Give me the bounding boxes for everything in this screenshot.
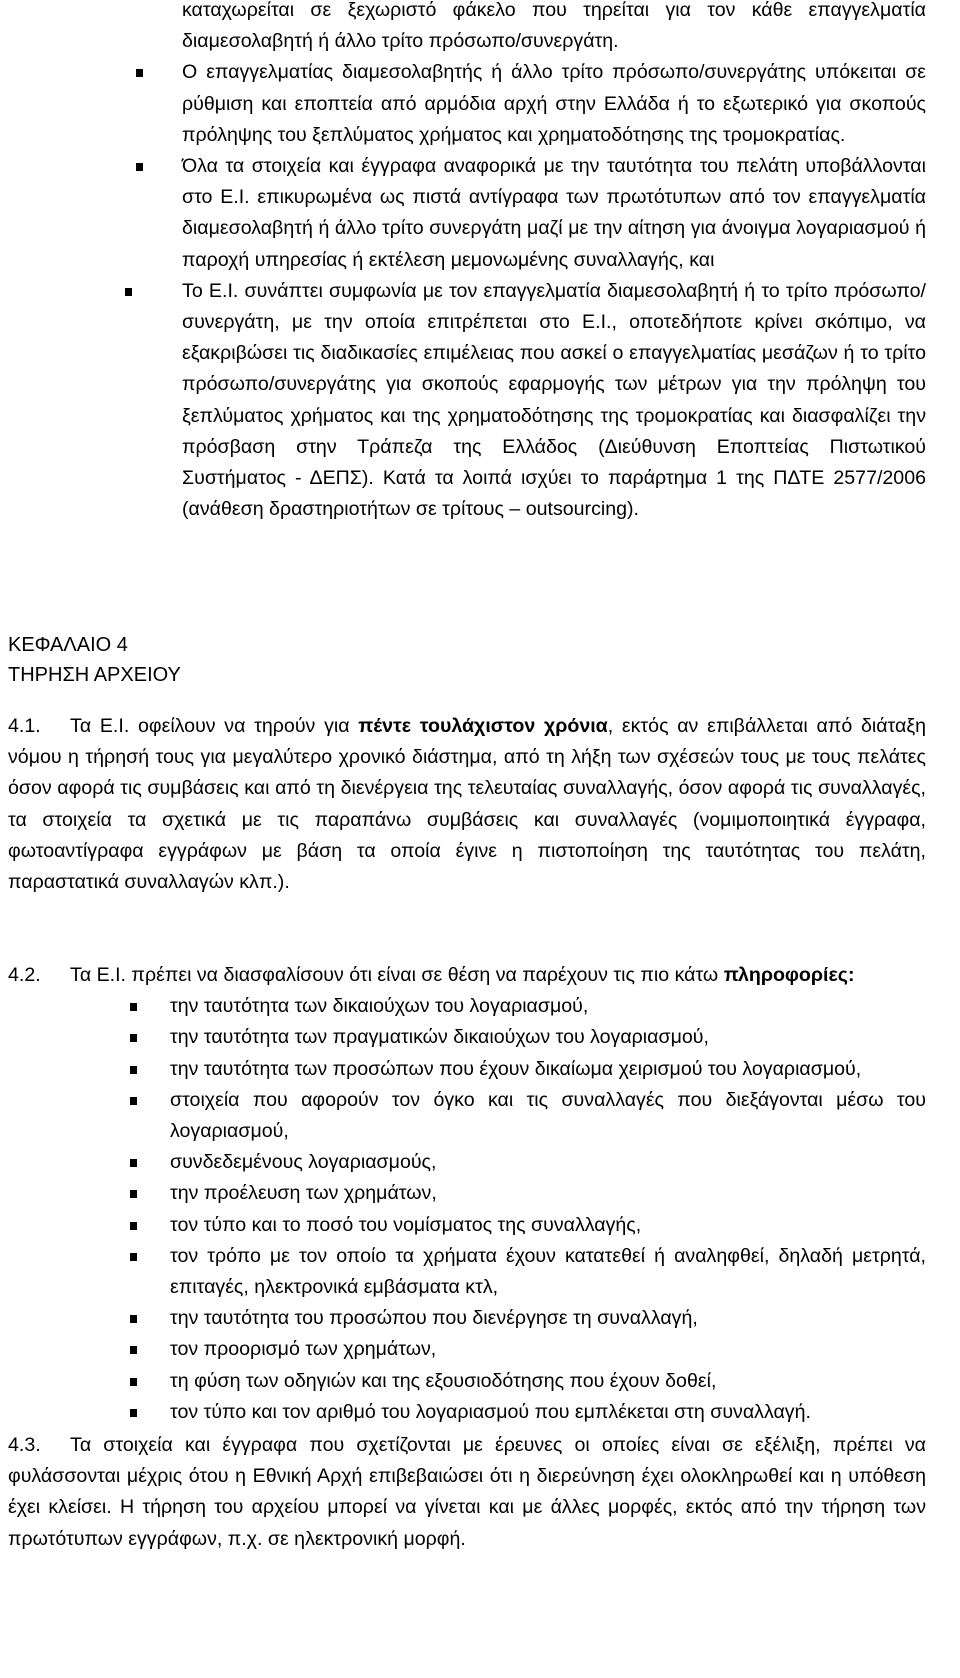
list-item-text: την ταυτότητα των προσώπων που έχουν δικαίωμα χειρισμού του λογαριασμού, bbox=[170, 1057, 862, 1080]
section-text-bold: πέντε τουλάχιστον χρόνια bbox=[358, 715, 608, 737]
square-bullet-icon bbox=[136, 69, 143, 77]
list-item-text: Ο επαγγελματίας διαμεσολαβητής ή άλλο τρίτο πρόσωπο/συνεργάτης υπόκειται σε ρύθμιση και εποπτεία από αρμόδια αρχή στην Ελλάδα ή το εξωτερικό για σκοπούς πρόληψης του ξεπλύματος χρήματος και χρηματοδότησης της τρομοκρατίας. bbox=[182, 61, 926, 146]
square-bullet-icon bbox=[130, 1253, 137, 1261]
square-bullet-icon bbox=[130, 1346, 137, 1354]
list-item bbox=[70, 991, 926, 1022]
list-item-text: στοιχεία που αφορούν τον όγκο και τις συναλλαγές που διεξάγονται μέσω του λογαριασμού, bbox=[170, 1088, 926, 1143]
list-item bbox=[0, 57, 926, 151]
list-item bbox=[70, 1147, 926, 1178]
section-text bbox=[70, 960, 926, 991]
list-item-text: τον τύπο και τον αριθμό του λογαριασμού που εμπλέκεται στη συναλλαγή. bbox=[170, 1400, 811, 1423]
list-item bbox=[70, 1366, 926, 1397]
list-item-text: την ταυτότητα των δικαιούχων του λογαριασμού, bbox=[170, 995, 589, 1018]
square-bullet-icon bbox=[130, 1034, 137, 1042]
list-item-text: τον τύπο και το ποσό του νομίσματος της συναλλαγής, bbox=[170, 1213, 642, 1236]
list-item bbox=[70, 1054, 926, 1085]
section-4-1 bbox=[8, 711, 926, 898]
list-item-text: τον προορισμό των χρημάτων, bbox=[170, 1338, 437, 1361]
section-text-part: Τα Ε.Ι. οφείλουν να τηρούν για bbox=[70, 715, 359, 737]
section-number: 4.2. bbox=[8, 964, 41, 986]
list-item bbox=[0, 276, 926, 526]
chapter-heading bbox=[8, 630, 181, 690]
list-item bbox=[0, 0, 926, 57]
list-item-text: Το Ε.Ι. συνάπτει συμφωνία με τον επαγγελματία διαμεσολαβητή ή το τρίτο πρόσωπο/συνεργάτη, με την οποία επιτρέπεται στο Ε.Ι., οποτεδήποτε κρίνει σκόπιμο, να εξακριβώσει τις διαδικασίες επιμέλειας που ασκεί ο επαγγελματίας μεσάζων ή το τρίτο πρόσωπο/συνεργάτης για σκοπούς εφαρμογής των μέτρων για την πρόληψη του ξεπλύματος χρήματος και της χρηματοδότησης της τρομοκρατίας και διασφαλίζει την πρόσβαση στην Τράπεζα της Ελλάδος (Διεύθυνση Εποπτείας Πιστωτικού Συστήματος - ΔΕΠΣ). Κατά τα λοιπά ισχύει το παράρτημα 1 της ΠΔΤΕ 2577/2006 (ανάθεση δραστηριοτήτων σε τρίτους – outsourcing). bbox=[182, 279, 926, 521]
section-text-part: , εκτός αν επιβάλλεται από διάταξη νόμου η τήρησή τους για μεγαλύτερο χρονικό διάστημα, από τη λήξη των σχέσεών τους με τους πελάτες όσον αφορά τις συμβάσεις και από τη διενέργεια της τελευταίας συναλλαγής, όσον αφορά τις συναλλαγές, τα στοιχεία τα σχετικά με τις παραπάνω συμβάσεις και συναλλαγές (νομιμοποιητικά έγγραφα, φωτοαντίγραφα εγγράφων με βάση τα οποία έγινε η πιστοποίηση της ταυτότητας του πελάτη, παραστατικά συναλλαγών κλπ.). bbox=[8, 715, 926, 894]
top-bullet-list bbox=[0, 0, 960, 525]
information-list bbox=[70, 991, 926, 1428]
list-item-text: τη φύση των οδηγιών και της εξουσιοδότησης που έχουν δοθεί, bbox=[170, 1369, 717, 1392]
square-bullet-icon bbox=[136, 163, 143, 171]
list-item bbox=[70, 1210, 926, 1241]
list-item bbox=[70, 1241, 926, 1303]
list-item bbox=[70, 1334, 926, 1365]
square-bullet-icon bbox=[125, 288, 132, 296]
square-bullet-icon bbox=[130, 1409, 137, 1417]
section-4-3 bbox=[8, 1430, 926, 1555]
list-item-text: την προέλευση των χρημάτων, bbox=[170, 1182, 437, 1205]
section-text: Τα στοιχεία και έγγραφα που σχετίζονται με έρευνες οι οποίες είναι σε εξέλιξη, πρέπει να φυλάσσονται μέχρις ότου η Εθνική Αρχή επιβεβαιώσει ότι η διερεύνηση έχει ολοκληρωθεί και η υπόθεση έχει κλείσει. Η τήρηση του αρχείου μπορεί να γίνεται και με άλλες μορφές, εκτός από την τήρηση των πρωτότυπων εγγράφων, π.χ. σε ηλεκτρονική μορφή. bbox=[8, 1434, 926, 1550]
square-bullet-icon bbox=[130, 1097, 137, 1105]
square-bullet-icon bbox=[130, 1003, 137, 1011]
section-4-2 bbox=[8, 960, 926, 1428]
square-bullet-icon bbox=[130, 1378, 137, 1386]
square-bullet-icon bbox=[130, 1222, 137, 1230]
list-item bbox=[70, 1303, 926, 1334]
list-item-text: καταχωρείται σε ξεχωριστό φάκελο που τηρείται για τον κάθε επαγγελματία διαμεσολαβητή ή άλλο τρίτο πρόσωπο/συνεργάτη. bbox=[182, 0, 926, 53]
square-bullet-icon bbox=[130, 1159, 137, 1167]
section-number: 4.3. bbox=[8, 1434, 41, 1456]
list-item-text: την ταυτότητα του προσώπου που διενέργησε τη συναλλαγή, bbox=[170, 1307, 698, 1330]
list-item bbox=[70, 1085, 926, 1147]
chapter-title: ΤΗΡΗΣΗ ΑΡΧΕΙΟΥ bbox=[8, 664, 181, 686]
square-bullet-icon bbox=[130, 1190, 137, 1198]
section-number: 4.1. bbox=[8, 715, 41, 737]
list-item-text: Όλα τα στοιχεία και έγγραφα αναφορικά με την ταυτότητα του πελάτη υποβάλλονται στο Ε.Ι. επικυρωμένα ως πιστά αντίγραφα των πρωτότυπων από τον επαγγελματία διαμεσολαβητή ή άλλο τρίτο συνεργάτη μαζί με την αίτηση για άνοιγμα λογαριασμού ή παροχή υπηρεσίας ή εκτέλεση μεμονωμένης συναλλαγής, και bbox=[182, 155, 926, 271]
square-bullet-icon bbox=[130, 1066, 137, 1074]
list-item bbox=[70, 1397, 926, 1428]
list-item-text: την ταυτότητα των πραγματικών δικαιούχων του λογαριασμού, bbox=[170, 1026, 709, 1049]
list-item bbox=[70, 1178, 926, 1209]
list-item-text: τον τρόπο με τον οποίο τα χρήματα έχουν κατατεθεί ή αναληφθεί, δηλαδή μετρητά, επιταγές, ηλεκτρονικά εμβάσματα κτλ, bbox=[170, 1244, 926, 1299]
section-text-part: Τα Ε.Ι. πρέπει να διασφαλίσουν ότι είναι σε θέση να παρέχουν τις πιο κάτω bbox=[70, 964, 724, 986]
square-bullet-icon bbox=[130, 1315, 137, 1323]
list-item bbox=[70, 1022, 926, 1053]
list-item-text: συνδεδεμένους λογαριασμούς, bbox=[170, 1151, 437, 1174]
chapter-number: ΚΕΦΑΛΑΙΟ 4 bbox=[8, 634, 128, 656]
list-item bbox=[0, 151, 926, 276]
section-text bbox=[8, 711, 926, 898]
section-text-bold: πληροφορίες: bbox=[723, 964, 855, 986]
